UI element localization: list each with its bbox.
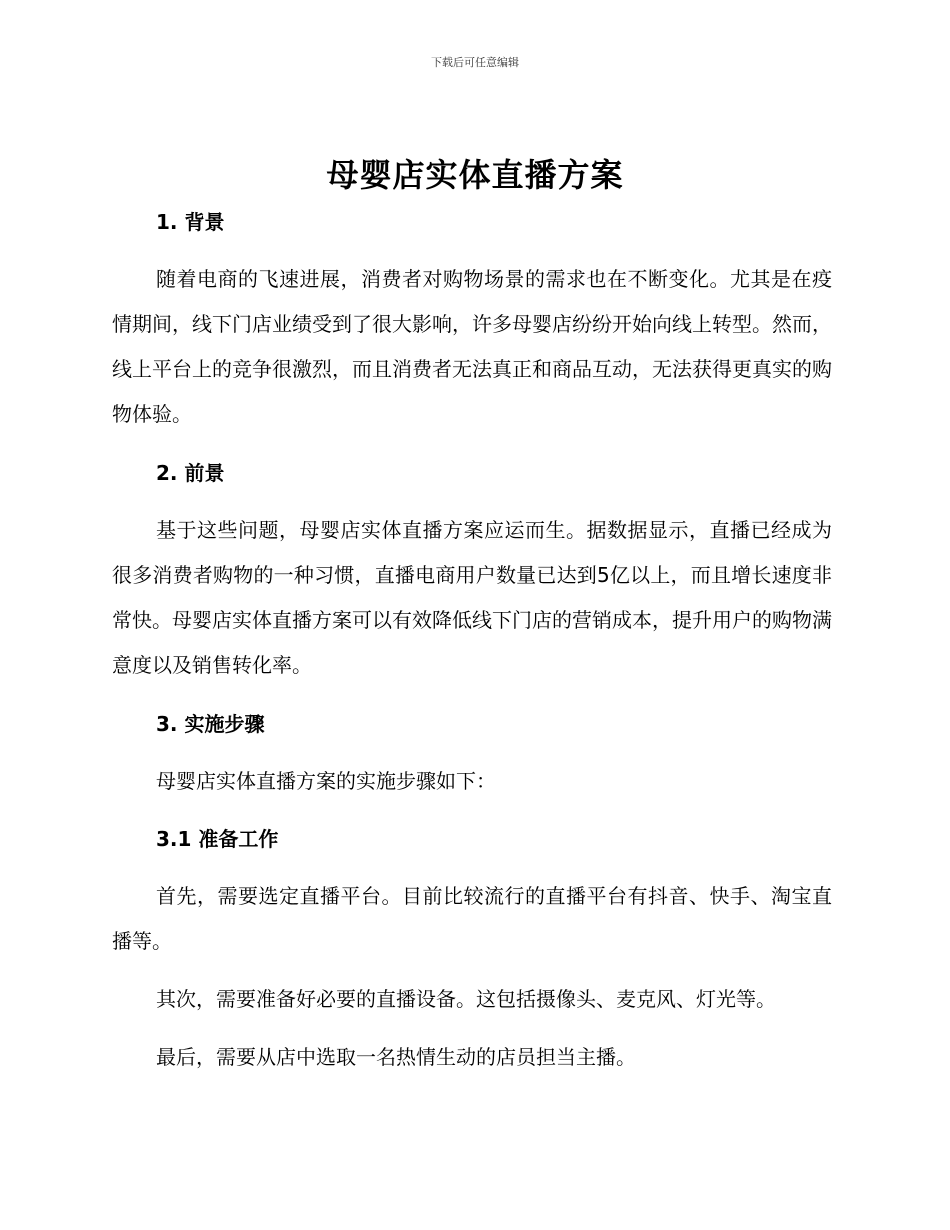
- section-heading-steps: 3. 实施步骤: [156, 712, 265, 736]
- paragraph-prep-host: 最后，需要从店中选取一名热情生动的店员担当主播。: [156, 1045, 636, 1069]
- subsection-heading-prep: 3.1 准备工作: [156, 827, 279, 851]
- paragraph-background: 随着电商的飞速进展，消费者对购物场景的需求也在不断变化。尤其是在疫情期间，线下门店业绩受到了很大影响，许多母婴店纷纷开始向线上转型。然而，线上平台上的竞争很激烈，而且消费者无法真正和商品互动，无法获得更真实的购物体验。: [112, 267, 832, 426]
- header-note: 下载后可任意编辑: [431, 56, 519, 69]
- paragraph-prep-platform: 首先，需要选定直播平台。目前比较流行的直播平台有抖音、快手、淘宝直播等。: [112, 884, 832, 953]
- section-heading-background: 1. 背景: [156, 210, 225, 234]
- paragraph-prospect: 基于这些问题，母婴店实体直播方案应运而生。据数据显示，直播已经成为很多消费者购物的一种习惯，直播电商用户数量已达到5亿以上，而且增长速度非常快。母婴店实体直播方案可以有效降低线下门店的营销成本，提升用户的购物满意度以及销售转化率。: [112, 518, 832, 677]
- section-heading-prospect: 2. 前景: [156, 461, 225, 485]
- paragraph-steps-intro: 母婴店实体直播方案的实施步骤如下：: [156, 769, 496, 793]
- document-body: [112, 200, 832, 1080]
- paragraph-prep-equipment: 其次，需要准备好必要的直播设备。这包括摄像头、麦克风、灯光等。: [156, 987, 776, 1011]
- document-title: 母婴店实体直播方案: [326, 156, 624, 194]
